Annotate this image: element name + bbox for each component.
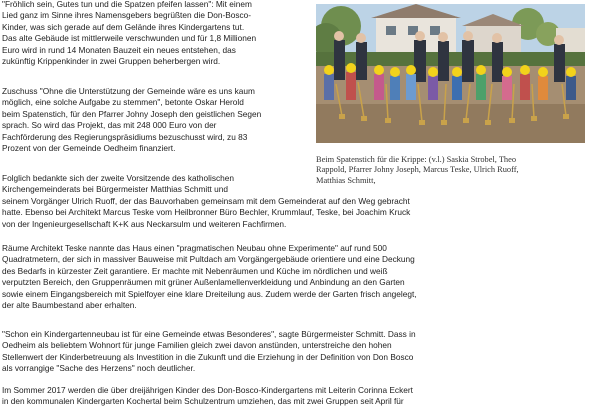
article-paragraph-2: Zuschuss "Ohne die Unterstützung der Gemeinde wäre es uns kaum möglich, eine solche Aufgabe zu stemmen", betonte Oskar Herold beim Spatenstich, für den Pfarrer Johny Joseph den geistlichen Segen sprach. So wird das Projekt, das mit 248 000 Euro von der Fachförderung des Regierungspräsidiums bezuschusst wird, zu 83 Prozent von der Gemeinde Oedheim finanziert. xyxy=(2,86,262,154)
photo-caption: Beim Spatenstich für die Krippe: (v.l.) Saskia Strobel, Theo Rappold, Pfarrer Johny Joseph, Marcus Teske, Ulrich Ruoff, Matthias Schmitt, xyxy=(316,155,519,185)
article-paragraph-3: Folglich bedankte sich der zweite Vorsitzende des katholischen Kirchengemeinderats bei Bürgermeister Matthias Schmitt und seinem Vorgänger Ulrich Ruoff, der das Bauvorhaben gemeinsam mit dem Gemeinderat auf den Weg gebracht hatte. Ebenso bei Architekt Marcus Teske vom Heilbronner Büro Bechler, Krummlauf, Teske, bei Joachim Kruck von der Ingenieurgesellschaft K+K aus Neckarsulm und weiteren Fachfirmen. xyxy=(2,173,411,229)
article-paragraph-5: "Schon ein Kindergartenneubau ist für eine Gemeinde etwas Besonderes", sagte Bürgermeister Schmitt. Dass in Oedheim als beliebtem Wohnort für junge Familien gleich zwei davon anstünden, unterstreiche den hohen Stellenwert der Kinderbetreuung als Investition in die Zukunft und die Erziehung in der Definition von Don Bosco als vorrangige "Sache des Herzens" noch deutlicher. xyxy=(2,329,416,374)
article-paragraph-4: Räume Architekt Teske nannte das Haus einen "pragmatischen Neubau ohne Experimente" auf rund 500 Quadratmetern, der sich in massiver Bauweise mit Pultdach am Vorgängergebäude orientiere und eine Deckung des Bedarfs in kürzester Zeit garantiere. Er machte mit Nebenräumen und Küche im nördlichen und weiß verputzten Bereich, den Gruppenräumen mit grüner Außenlamellenverkleidung und Anbindung an den Garten sowie einem Eingangsbereich mit Spielfoyer eine klare Dreiteilung aus. Zudem werde der Garten frisch angelegt, der alte Baumbestand aber erhalten. xyxy=(2,243,417,311)
article-paragraph-6: Im Sommer 2017 werden die über dreijährigen Kinder des Don-Bosco-Kindergartens mit Leiterin Corinna Eckert in den kommunalen Kindergarten Kochertal beim Schulzentrum umziehen, das mit zwei Gruppen seit April für xyxy=(2,385,413,407)
groundbreaking-photo xyxy=(316,4,585,143)
article-paragraph-1: "Fröhlich sein, Gutes tun und die Spatzen pfeifen lassen": Mit einem Lied ganz im Sinne ihres Namensgebers begrüßten die Don-Bosco- Kinder, was sich gerade auf dem Gelände ihres Kindergartens tut. Das alte Gebäude ist mittlerweile verschwunden und für 1,8 Millionen Euro wird in rund 14 Monaten Bauzeit ein neues entstehen, das zukünftig Krippenkinder in zwei Gruppen beherbergen wird. xyxy=(2,0,257,67)
